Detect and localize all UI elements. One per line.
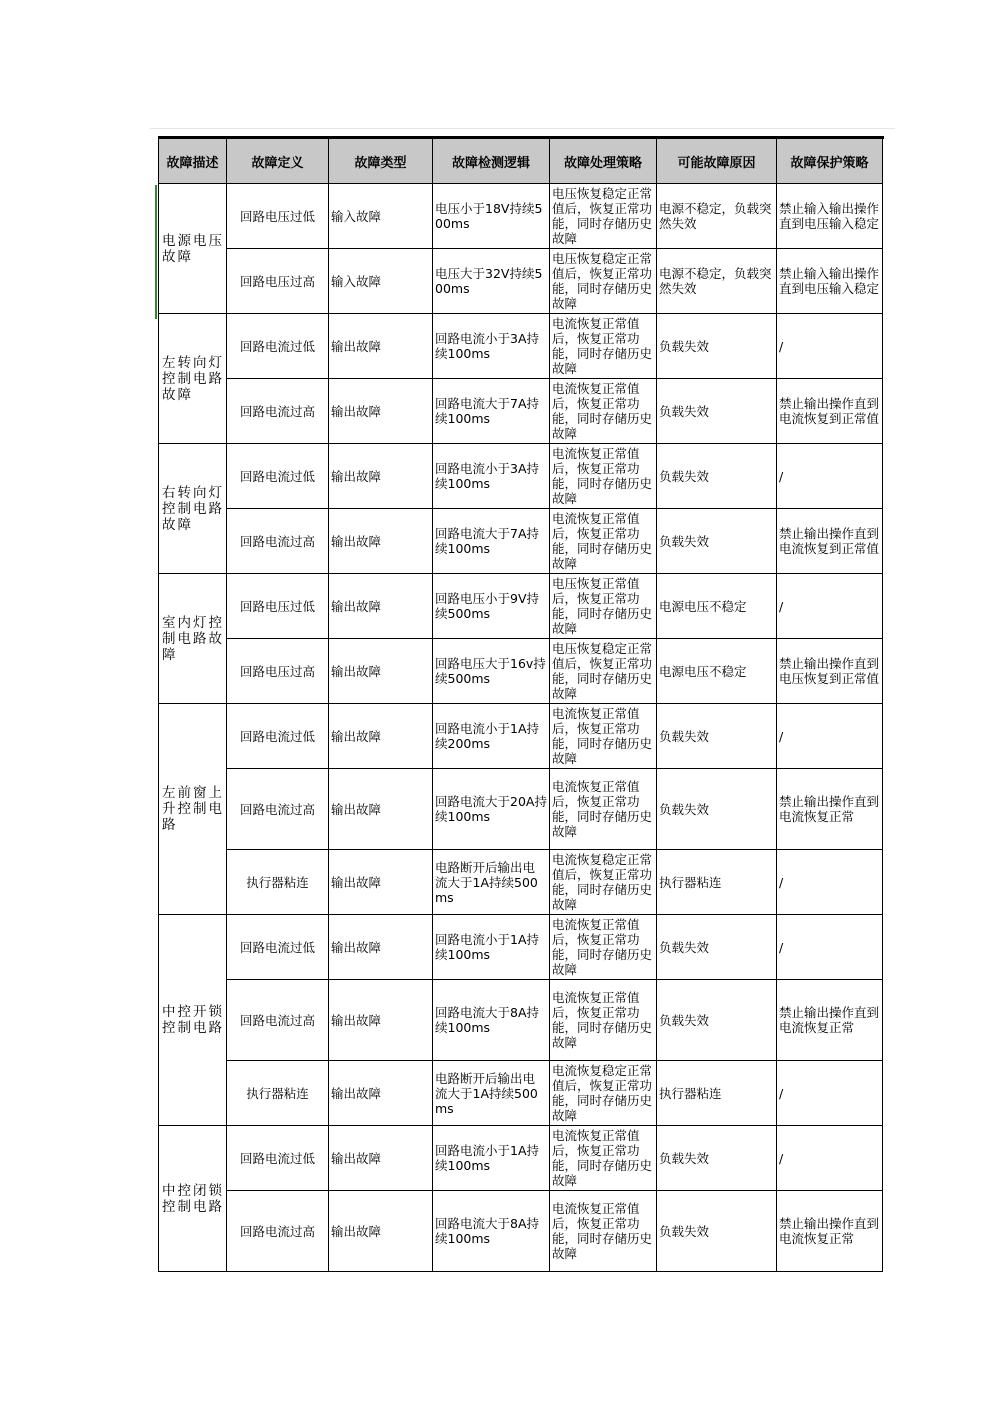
table-row bbox=[159, 574, 883, 639]
cell-type: 输出故障 bbox=[329, 1191, 433, 1272]
cell-type: 输出故障 bbox=[329, 915, 433, 980]
cell-def: 回路电流过高 bbox=[227, 980, 329, 1061]
table-row bbox=[159, 915, 883, 980]
cell-def: 回路电流过低 bbox=[227, 704, 329, 769]
cell-protect: 禁止输入输出操作直到电压输入稳定 bbox=[777, 249, 883, 314]
group-name: 右转向灯控制电路故障 bbox=[159, 444, 227, 574]
table-row bbox=[159, 314, 883, 379]
cell-def: 回路电压过低 bbox=[227, 574, 329, 639]
cell-protect: / bbox=[777, 1126, 883, 1191]
cell-cause: 负载失效 bbox=[657, 704, 777, 769]
cell-cause: 负载失效 bbox=[657, 379, 777, 444]
cell-protect: 禁止输出操作直到电流恢复到正常值 bbox=[777, 379, 883, 444]
cell-cause: 负载失效 bbox=[657, 444, 777, 509]
group-name: 中控闭锁控制电路 bbox=[159, 1126, 227, 1272]
grid-line bbox=[150, 128, 895, 129]
cell-handle: 电流恢复正常值后，恢复正常功能，同时存储历史故障 bbox=[550, 509, 657, 574]
cell-handle: 电流恢复稳定正常值后，恢复正常功能，同时存储历史故障 bbox=[550, 1061, 657, 1126]
cell-logic: 电压小于18V持续500ms bbox=[433, 184, 550, 249]
header-handle-strategy: 故障处理策略 bbox=[550, 139, 657, 184]
cell-type: 输入故障 bbox=[329, 184, 433, 249]
cell-protect: 禁止输出操作直到电流恢复正常 bbox=[777, 1191, 883, 1272]
cell-logic: 电路断开后输出电流大于1A持续500ms bbox=[433, 1061, 550, 1126]
cell-logic: 回路电流大于8A持续100ms bbox=[433, 980, 550, 1061]
cell-protect: 禁止输出操作直到电流恢复到正常值 bbox=[777, 509, 883, 574]
cell-def: 回路电压过低 bbox=[227, 184, 329, 249]
cell-handle: 电流恢复稳定正常值后，恢复正常功能，同时存储历史故障 bbox=[550, 850, 657, 915]
cell-type: 输出故障 bbox=[329, 769, 433, 850]
table-row bbox=[159, 980, 883, 1061]
cell-type: 输出故障 bbox=[329, 639, 433, 704]
header-fault-desc: 故障描述 bbox=[159, 139, 227, 184]
cell-type: 输出故障 bbox=[329, 704, 433, 769]
cell-type: 输入故障 bbox=[329, 249, 433, 314]
header-fault-def: 故障定义 bbox=[227, 139, 329, 184]
cell-def: 回路电流过低 bbox=[227, 915, 329, 980]
cell-handle: 电流恢复正常值后，恢复正常功能，同时存储历史故障 bbox=[550, 1126, 657, 1191]
group-name: 左转向灯控制电路故障 bbox=[159, 314, 227, 444]
header-detect-logic: 故障检测逻辑 bbox=[433, 139, 550, 184]
cell-protect: 禁止输出操作直到电流恢复正常 bbox=[777, 769, 883, 850]
cell-handle: 电流恢复正常值后，恢复正常功能，同时存储历史故障 bbox=[550, 769, 657, 850]
table-row bbox=[159, 639, 883, 704]
cell-cause: 执行器粘连 bbox=[657, 1061, 777, 1126]
group-name: 中控开锁控制电路 bbox=[159, 915, 227, 1126]
cell-handle: 电流恢复正常值后，恢复正常功能，同时存储历史故障 bbox=[550, 704, 657, 769]
cell-logic: 回路电流小于3A持续100ms bbox=[433, 314, 550, 379]
cell-type: 输出故障 bbox=[329, 1061, 433, 1126]
cell-def: 执行器粘连 bbox=[227, 1061, 329, 1126]
cell-type: 输出故障 bbox=[329, 850, 433, 915]
cell-protect: / bbox=[777, 574, 883, 639]
fault-table-sheet bbox=[158, 138, 883, 1272]
cell-logic: 回路电流大于7A持续100ms bbox=[433, 379, 550, 444]
cell-type: 输出故障 bbox=[329, 509, 433, 574]
cell-handle: 电压恢复稳定正常值后，恢复正常功能，同时存储历史故障 bbox=[550, 249, 657, 314]
cell-cause: 电源电压不稳定 bbox=[657, 639, 777, 704]
table-row bbox=[159, 1191, 883, 1272]
cell-handle: 电流恢复正常值后，恢复正常功能，同时存储历史故障 bbox=[550, 444, 657, 509]
cell-logic: 回路电流大于8A持续100ms bbox=[433, 1191, 550, 1272]
table-row bbox=[159, 1061, 883, 1126]
cell-protect: / bbox=[777, 1061, 883, 1126]
cell-type: 输出故障 bbox=[329, 1126, 433, 1191]
cell-type: 输出故障 bbox=[329, 314, 433, 379]
cell-type: 输出故障 bbox=[329, 980, 433, 1061]
table-row bbox=[159, 444, 883, 509]
cell-protect: / bbox=[777, 850, 883, 915]
header-possible-cause: 可能故障原因 bbox=[657, 139, 777, 184]
table-row bbox=[159, 379, 883, 444]
cell-logic: 电路断开后输出电流大于1A持续500ms bbox=[433, 850, 550, 915]
cell-cause: 电源电压不稳定 bbox=[657, 574, 777, 639]
cell-def: 回路电流过低 bbox=[227, 1126, 329, 1191]
cell-def: 回路电流过高 bbox=[227, 1191, 329, 1272]
cell-logic: 电压大于32V持续500ms bbox=[433, 249, 550, 314]
cell-cause: 负载失效 bbox=[657, 769, 777, 850]
cell-cause: 负载失效 bbox=[657, 915, 777, 980]
cell-logic: 回路电流大于7A持续100ms bbox=[433, 509, 550, 574]
cell-handle: 电流恢复正常值后，恢复正常功能，同时存储历史故障 bbox=[550, 379, 657, 444]
cell-logic: 回路电压小于9V持续500ms bbox=[433, 574, 550, 639]
header-row bbox=[159, 139, 883, 184]
table-row bbox=[159, 1126, 883, 1191]
cell-def: 回路电流过高 bbox=[227, 379, 329, 444]
group-name: 电源电压故障 bbox=[159, 184, 227, 314]
cell-def: 回路电流过高 bbox=[227, 509, 329, 574]
cell-cause: 负载失效 bbox=[657, 314, 777, 379]
cell-cause: 电源不稳定，负载突然失效 bbox=[657, 249, 777, 314]
cell-def: 回路电压过高 bbox=[227, 639, 329, 704]
cell-def: 回路电流过低 bbox=[227, 314, 329, 379]
cell-protect: 禁止输出操作直到电压恢复到正常值 bbox=[777, 639, 883, 704]
cell-handle: 电流恢复正常值后，恢复正常功能，同时存储历史故障 bbox=[550, 980, 657, 1061]
cell-protect: / bbox=[777, 915, 883, 980]
cell-type: 输出故障 bbox=[329, 574, 433, 639]
table-row bbox=[159, 850, 883, 915]
cell-protect: / bbox=[777, 704, 883, 769]
cell-handle: 电流恢复正常值后，恢复正常功能，同时存储历史故障 bbox=[550, 915, 657, 980]
cell-logic: 回路电流小于3A持续100ms bbox=[433, 444, 550, 509]
cell-protect: / bbox=[777, 444, 883, 509]
table-row bbox=[159, 249, 883, 314]
header-fault-type: 故障类型 bbox=[329, 139, 433, 184]
fault-table bbox=[158, 138, 883, 1272]
group-name: 室内灯控制电路故障 bbox=[159, 574, 227, 704]
table-row bbox=[159, 704, 883, 769]
cell-type: 输出故障 bbox=[329, 444, 433, 509]
cell-cause: 负载失效 bbox=[657, 1126, 777, 1191]
table-row bbox=[159, 769, 883, 850]
cell-type: 输出故障 bbox=[329, 379, 433, 444]
cell-def: 回路电压过高 bbox=[227, 249, 329, 314]
selection-edge bbox=[155, 185, 157, 319]
cell-cause: 负载失效 bbox=[657, 1191, 777, 1272]
cell-handle: 电流恢复正常值后，恢复正常功能，同时存储历史故障 bbox=[550, 314, 657, 379]
table-row bbox=[159, 184, 883, 249]
cell-cause: 执行器粘连 bbox=[657, 850, 777, 915]
cell-cause: 电源不稳定，负载突然失效 bbox=[657, 184, 777, 249]
cell-handle: 电压恢复稳定正常值后，恢复正常功能，同时存储历史故障 bbox=[550, 184, 657, 249]
cell-logic: 回路电流小于1A持续100ms bbox=[433, 915, 550, 980]
cell-handle: 电压恢复正常值后，恢复正常功能，同时存储历史故障 bbox=[550, 574, 657, 639]
cell-def: 回路电流过高 bbox=[227, 769, 329, 850]
cell-handle: 电压恢复稳定正常值后，恢复正常功能，同时存储历史故障 bbox=[550, 639, 657, 704]
cell-protect: 禁止输入输出操作直到电压输入稳定 bbox=[777, 184, 883, 249]
cell-logic: 回路电流小于1A持续200ms bbox=[433, 704, 550, 769]
cell-def: 回路电流过低 bbox=[227, 444, 329, 509]
cell-handle: 电流恢复正常值后，恢复正常功能，同时存储历史故障 bbox=[550, 1191, 657, 1272]
cell-logic: 回路电流大于20A持续100ms bbox=[433, 769, 550, 850]
cell-cause: 负载失效 bbox=[657, 980, 777, 1061]
cell-protect: / bbox=[777, 314, 883, 379]
header-protect-strategy: 故障保护策略 bbox=[777, 139, 883, 184]
group-name: 左前窗上升控制电路 bbox=[159, 704, 227, 915]
cell-logic: 回路电流小于1A持续100ms bbox=[433, 1126, 550, 1191]
table-row bbox=[159, 509, 883, 574]
cell-protect: 禁止输出操作直到电流恢复正常 bbox=[777, 980, 883, 1061]
cell-def: 执行器粘连 bbox=[227, 850, 329, 915]
cell-cause: 负载失效 bbox=[657, 509, 777, 574]
cell-logic: 回路电压大于16v持续500ms bbox=[433, 639, 550, 704]
